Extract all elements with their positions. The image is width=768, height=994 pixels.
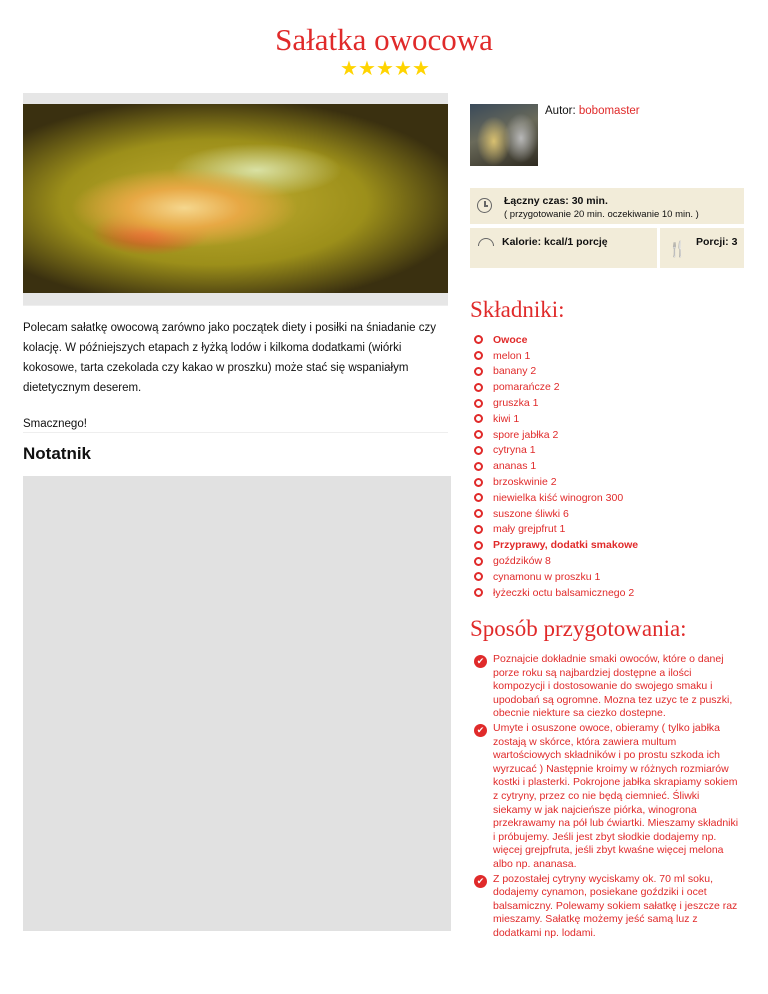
total-time: Łączny czas: 30 min. (504, 195, 608, 207)
ingredient-text: pomarańcze 2 (493, 381, 560, 394)
time-breakdown: ( przygotowanie 20 min. oczekiwanie 10 min. ) (504, 209, 699, 220)
ring-bullet-icon (474, 462, 483, 471)
ingredient-item (474, 411, 744, 427)
rating-stars (340, 60, 430, 78)
step-text: Umyte i osuszone owoce, obieramy ( tylko jabłka zostają w skórce, która zawiera multum wartościowych składników i po prostu szkoda ich wyrzucać ) Następnie kroimy w różnych rozmiarów kostki i plasterki. Pokrojone jabłka skrapiamy sokiem z cytryny, przez co nie będą ciemnieć. Śliwki siekamy w jak najcieńsze piórka, winogrona przekrawamy na pół lub ćwiartki. Mieszamy składniki i próbujemy. Jeśli jest zbyt słodkie dodajemy np. więcej grejpfruta, jeśli zbyt kwaśne więcej melona albo np. ananasa. (493, 721, 739, 870)
ring-bullet-icon (474, 588, 483, 597)
recipe-intro (23, 318, 443, 450)
preparation-step (474, 722, 740, 872)
ingredient-text: mały grejpfrut 1 (493, 523, 566, 536)
star-icon: ★ (394, 58, 412, 80)
ingredient-item (474, 553, 744, 569)
ingredient-item (474, 458, 744, 474)
ring-bullet-icon (474, 557, 483, 566)
star-icon: ★ (412, 58, 430, 80)
ingredient-group-heading (474, 332, 744, 348)
ingredients-list (474, 332, 744, 601)
ring-bullet-icon (474, 430, 483, 439)
ingredient-text: melon 1 (493, 349, 531, 362)
check-circle-icon: ✔ (474, 875, 487, 888)
ingredient-item (474, 490, 744, 506)
step-text: Poznajcie dokładnie smaki owoców, które o danej porze roku są najbardziej dostępne a ilości kompozycji i dostosowanie do swojego smaku i upodobań są ogromne. Mozna tez uzyc te z puszki, obecnie niekture sa ciezko dostepne. (493, 653, 733, 720)
ingredient-text: banany 2 (493, 365, 537, 378)
ingredient-item (474, 364, 744, 380)
recipe-photo (23, 104, 448, 293)
ingredient-text: Owoce (493, 333, 528, 346)
author-avatar[interactable] (470, 104, 538, 166)
notes-area[interactable] (23, 476, 451, 931)
ingredient-group-heading (474, 537, 744, 553)
ring-bullet-icon (474, 572, 483, 581)
fork-knife-icon: 🍴 (668, 241, 687, 258)
portions-text: Porcji: 3 (696, 236, 738, 248)
check-circle-icon: ✔ (474, 724, 487, 737)
ingredient-item (474, 443, 744, 459)
ingredient-text: ananas 1 (493, 460, 537, 473)
ingredient-text: cynamonu w proszku 1 (493, 570, 601, 583)
recipe-title: Sałatka owocowa (275, 22, 493, 57)
ingredient-text: łyżeczki octu balsamicznego 2 (493, 586, 635, 599)
ring-bullet-icon (474, 399, 483, 408)
ingredient-text: Przyprawy, dodatki smakowe (493, 539, 639, 552)
clock-icon (477, 198, 492, 213)
ingredient-text: gruszka 1 (493, 397, 539, 410)
ingredient-item (474, 506, 744, 522)
divider (23, 305, 448, 306)
step-text: Z pozostałej cytryny wyciskamy ok. 70 ml soku, dodajemy cynamon, posiekane goździki i ocet balsamiczny. Polewamy sokiem sałatkę i jeszcze raz mieszamy. Sałatkę możemy jeść samą luz z dodatkami np. lodami. (493, 872, 738, 939)
ingredient-item (474, 395, 744, 411)
intro-closing: Smacznego! (23, 418, 87, 430)
ring-bullet-icon (474, 335, 483, 344)
ingredients-title: Składniki: (470, 297, 565, 322)
ingredient-item (474, 427, 744, 443)
intro-paragraph: Polecam sałatkę owocową zarówno jako początek diety i posiłki na śniadanie czy kolację. W późniejszych etapach z łyżką lodów i kilkoma dodatkami (wiórki kokosowe, tarta czekolada czy kakao w proszku) może stać się wspaniałym dietetycznym deserem. (23, 322, 436, 394)
ingredient-item (474, 379, 744, 395)
ingredient-item (474, 348, 744, 364)
author-link[interactable]: bobomaster (578, 105, 640, 117)
ring-bullet-icon (474, 351, 483, 360)
star-icon: ★ (358, 58, 376, 80)
preparation-step (474, 873, 740, 941)
star-icon: ★ (340, 58, 358, 80)
ring-bullet-icon (474, 383, 483, 392)
author-line (545, 105, 640, 117)
preparation-steps (474, 653, 740, 941)
ingredient-text: spore jabłka 2 (493, 428, 559, 441)
ingredient-item (474, 585, 744, 601)
ring-bullet-icon (474, 541, 483, 550)
ingredient-text: cytryna 1 (493, 444, 536, 457)
ingredient-text: kiwi 1 (493, 412, 520, 425)
ring-bullet-icon (474, 478, 483, 487)
notes-title: Notatnik (23, 444, 91, 463)
star-icon: ★ (376, 58, 394, 80)
ingredient-item (474, 569, 744, 585)
ingredient-text: niewielka kiść winogron 300 (493, 491, 624, 504)
ring-bullet-icon (474, 367, 483, 376)
ingredient-text: suszone śliwki 6 (493, 507, 569, 520)
check-circle-icon: ✔ (474, 655, 487, 668)
ring-bullet-icon (474, 414, 483, 423)
calories-info-box (470, 228, 657, 268)
ingredient-item (474, 474, 744, 490)
preparation-step (474, 653, 740, 721)
ingredient-text: goździków 8 (493, 555, 551, 568)
ingredient-text: brzoskwinie 2 (493, 476, 557, 489)
calories-text: Kalorie: kcal/1 porcję (502, 236, 608, 248)
divider (23, 432, 448, 433)
ring-bullet-icon (474, 525, 483, 534)
ring-bullet-icon (474, 446, 483, 455)
ring-bullet-icon (474, 509, 483, 518)
ingredient-item (474, 522, 744, 538)
ring-bullet-icon (474, 493, 483, 502)
preparation-title: Sposób przygotowania: (470, 616, 687, 641)
author-label: Autor: (545, 105, 576, 117)
